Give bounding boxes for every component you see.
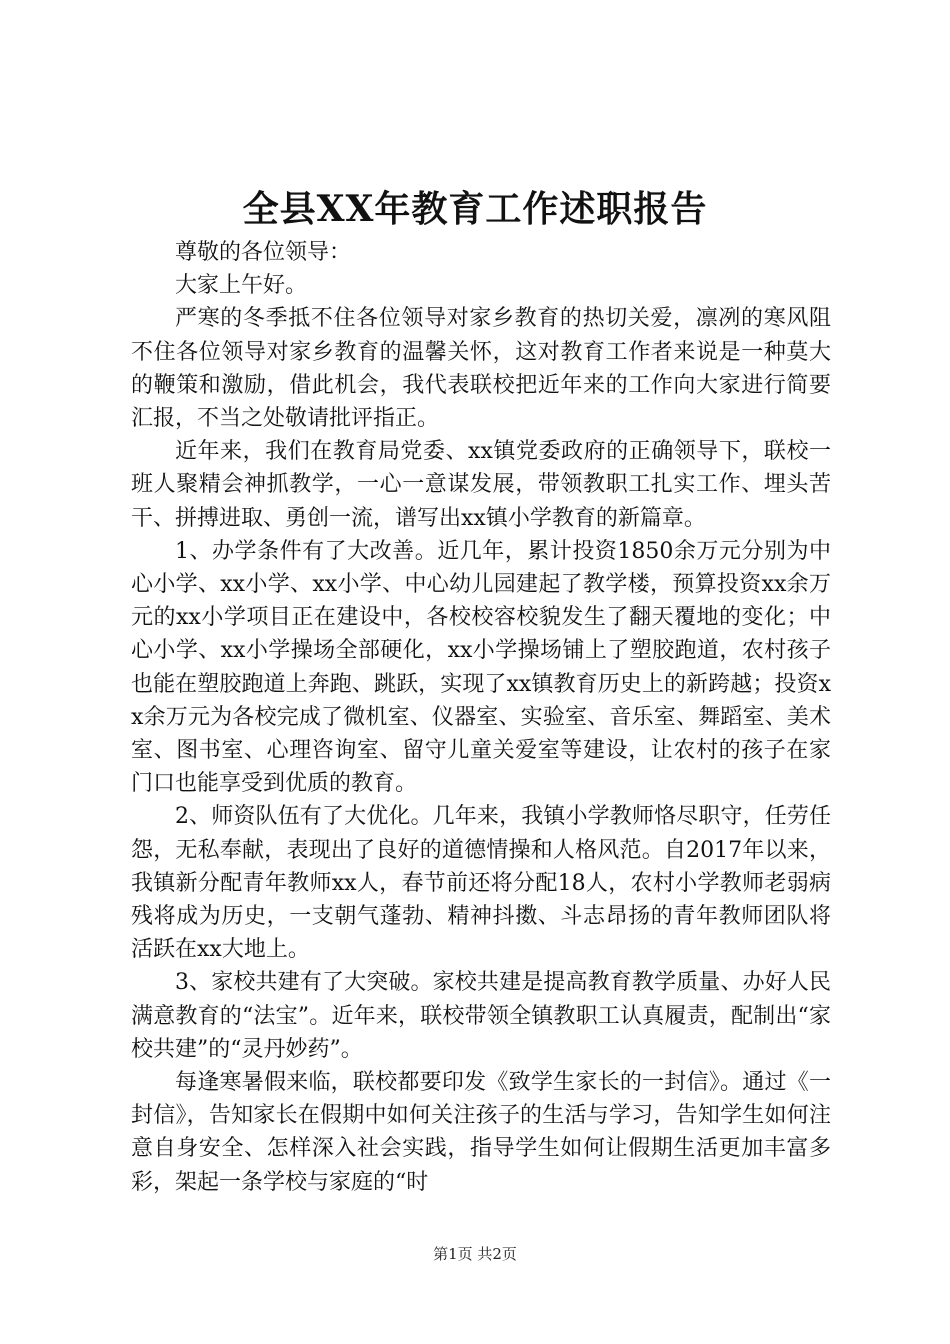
greeting: 大家上午好。 — [175, 273, 308, 299]
document-title: 全县XX年教育工作述职报告 — [242, 188, 708, 230]
paragraph-teaching-staff: 2、师资队伍有了大优化。几年来，我镇小学教师恪尽职守，任劳任怨，无私奉献，表现出了良好的道德情操和人格风范。自2017年以来，我镇新分配青年教师xx人，春节前还将分配18人，农村小学教师老弱病残将成为历史，一支朝气蓬勃、精神抖擞、斗志昂扬的青年教师团队将活跃在xx大地上。 — [131, 804, 831, 963]
paragraph-overview: 近年来，我们在教育局党委、xx镇党委政府的正确领导下，联校一班人聚精会神抓教学，一心一意谋发展，带领教职工扎实工作、埋头苦干、拼搏进取、勇创一流，谱写出xx镇小学教育的新篇章。 — [131, 439, 831, 531]
salutation: 尊敬的各位领导： — [175, 240, 352, 265]
paragraph-school-conditions: 1、办学条件有了大改善。近几年，累计投资1850余万元分别为中心小学、xx小学、xx小学、中心幼儿园建起了教学楼，预算投资xx余万元的xx小学项目正在建设中，各校校容校貌发生了翻天覆地的变化；中心小学、xx小学操场全部硬化，xx小学操场铺上了塑胶跑道，农村孩子也能在塑胶跑道上奔跑、跳跃，实现了xx镇教育历史上的新跨越；投资xx余万元为各校完成了微机室、仪器室、实验室、音乐室、舞蹈室、美术室、图书室、心理咨询室、留守儿童关爱室等建设，让农村的孩子在家门口也能享受到优质的教育。 — [131, 538, 831, 797]
paragraph-home-school: 3、家校共建有了大突破。家校共建是提高教育教学质量、办好人民满意教育的“法宝”。近年来，联校带领全镇教职工认真履责，配制出“家校共建”的“灵丹妙药”。 — [131, 970, 831, 1062]
page-number-footer: 第1页 共2页 — [433, 1245, 517, 1263]
document-body — [131, 236, 831, 1199]
paragraph-holiday-letter: 每逢寒暑假来临，联校都要印发《致学生家长的一封信》。通过《一封信》，告知家长在假期中如何关注孩子的生活与学习，告知学生如何注意自身安全、怎样深入社会实践，指导学生如何让假期生活更加丰富多彩，架起一条学校与家庭的“时 — [131, 1070, 831, 1195]
paragraph-intro: 严寒的冬季抵不住各位领导对家乡教育的热切关爱，凛冽的寒风阻不住各位领导对家乡教育的温馨关怀，这对教育工作者来说是一种莫大的鞭策和激励，借此机会，我代表联校把近年来的工作向大家进行简要汇报，不当之处敬请批评指正。 — [131, 306, 831, 432]
